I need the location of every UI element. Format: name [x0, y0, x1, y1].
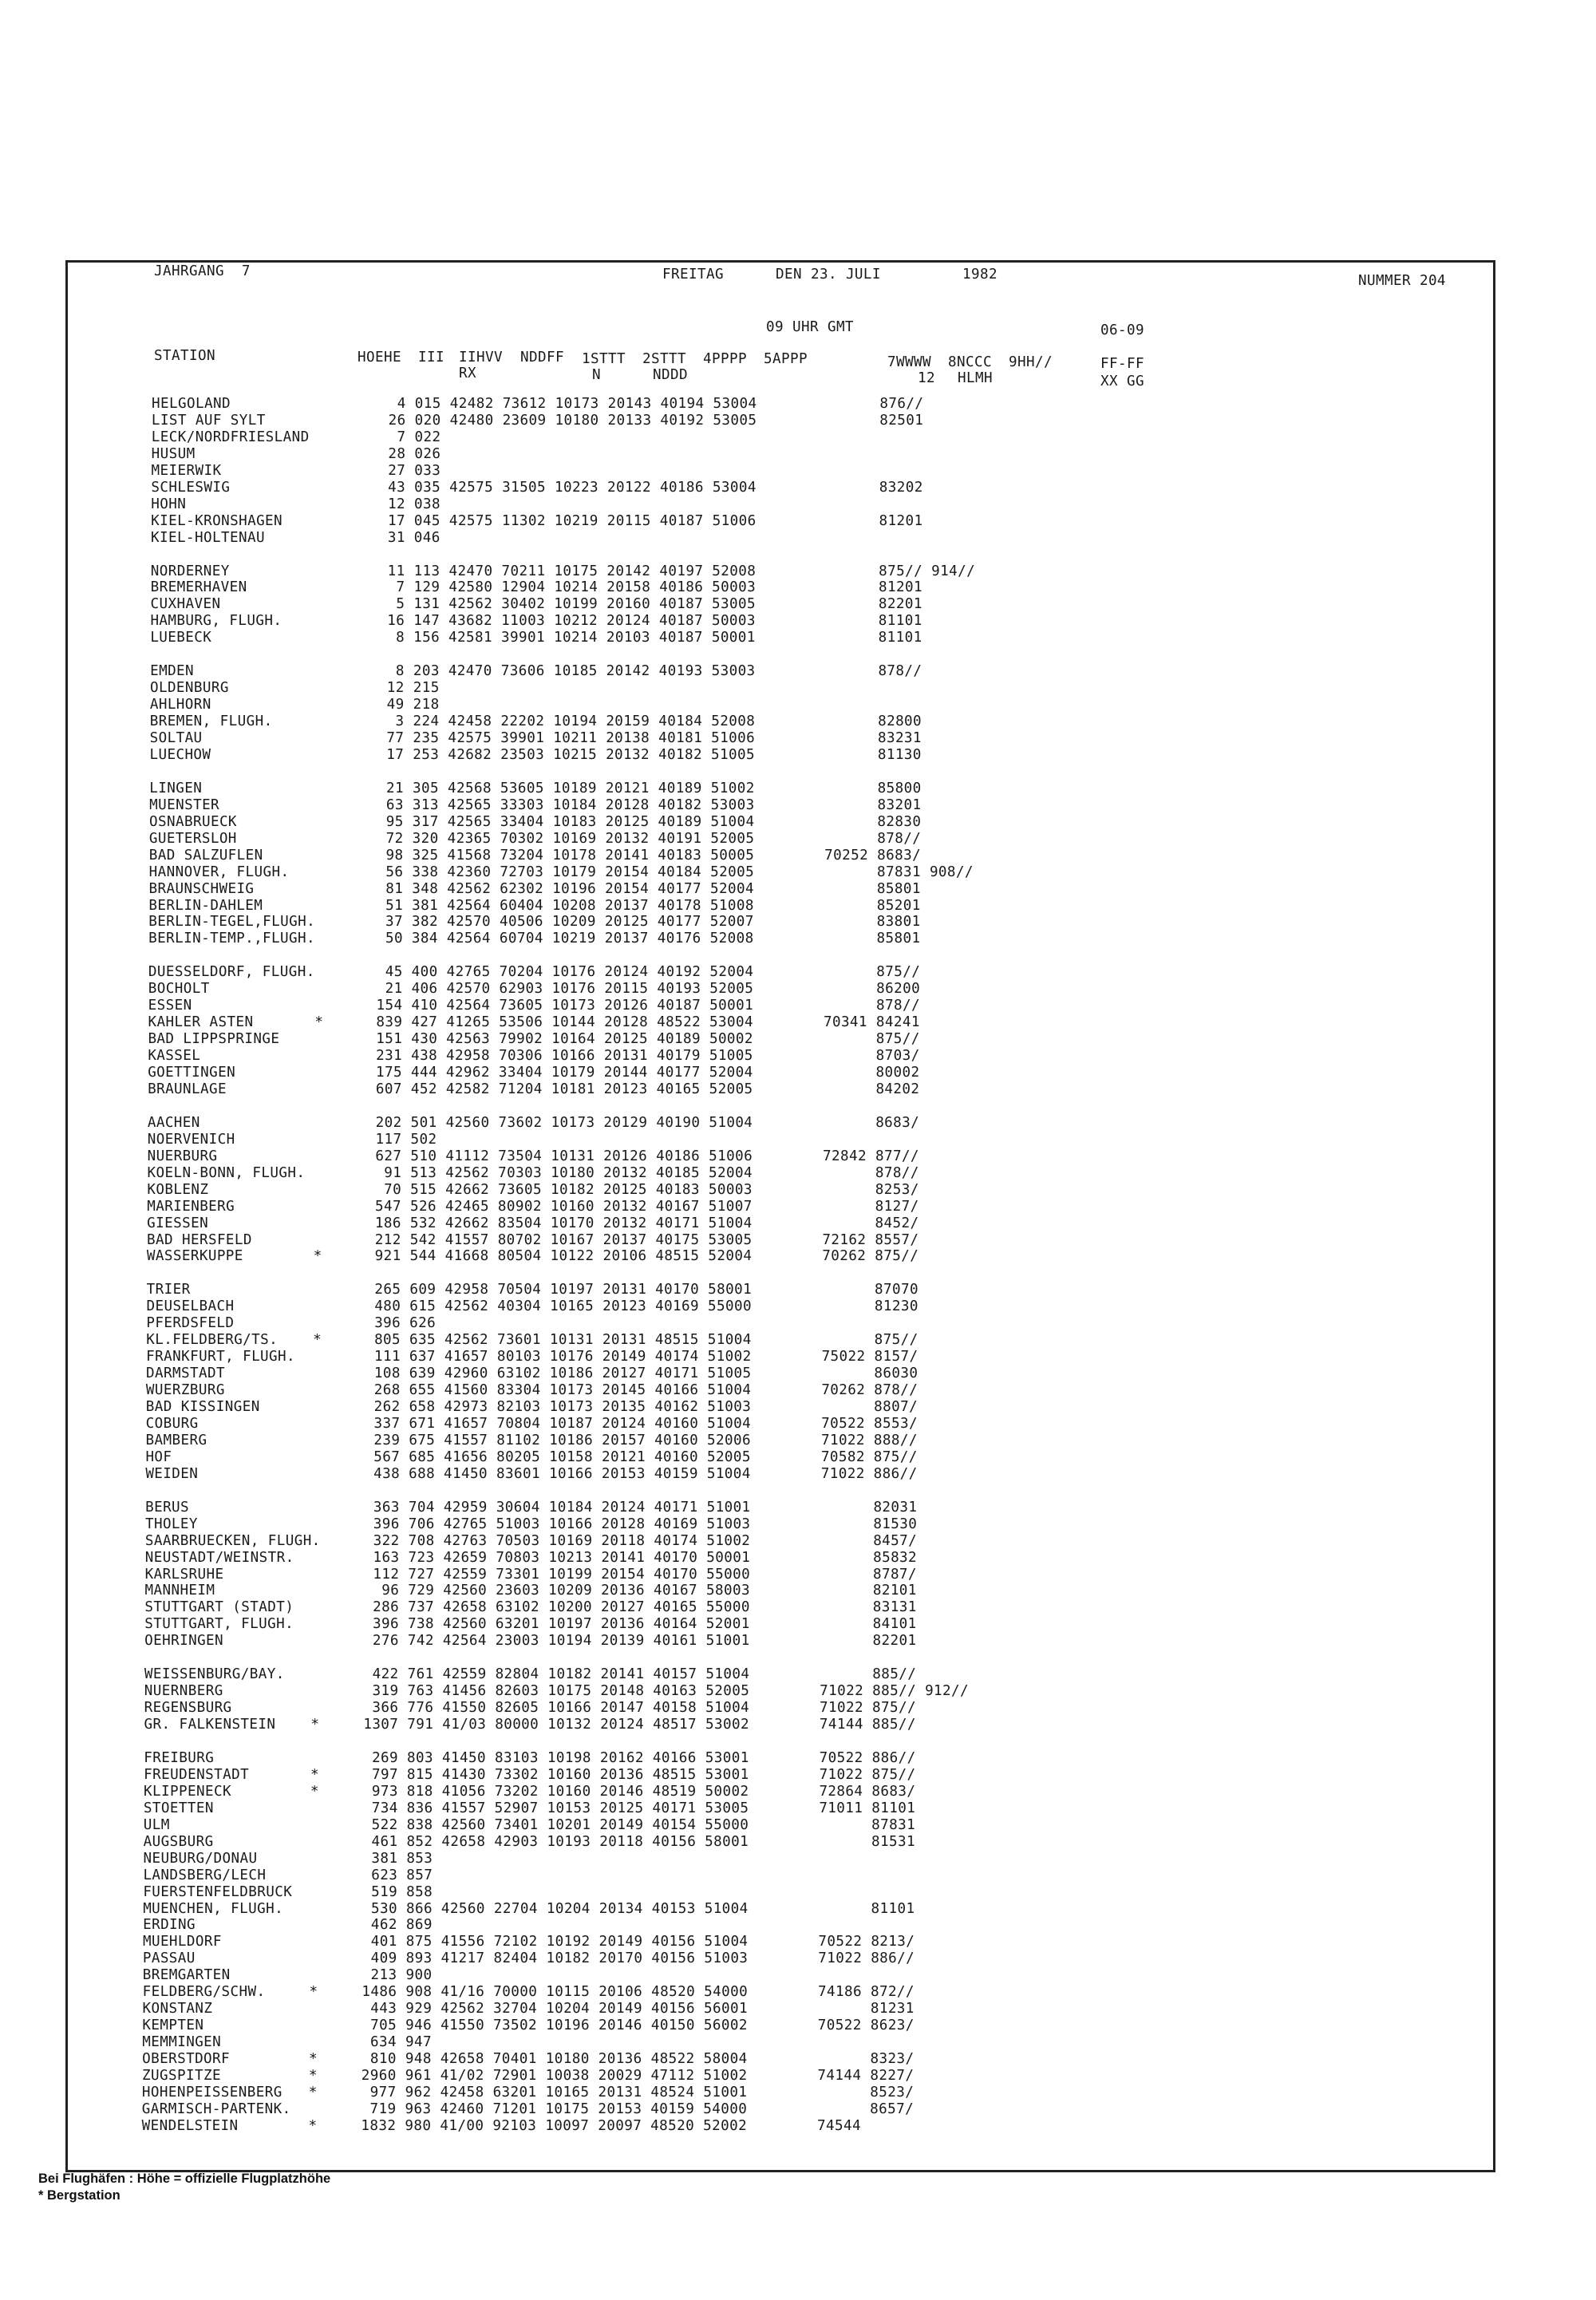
station-row: KOBLENZ 70 515 42662 73605 10182 20125 40183 50003 8253/ — [147, 1181, 919, 1198]
station-row: SCHLESWIG 43 035 42575 31505 10223 20122 40186 53004 83202 — [151, 479, 923, 496]
station-row: OEHRINGEN 276 742 42564 23003 10194 20139 40161 51001 82201 — [144, 1633, 917, 1650]
col-n: N — [592, 367, 601, 383]
col-hlmh: HLMH — [958, 370, 993, 386]
station-row: MUENCHEN, FLUGH. 530 866 42560 22704 10204 20134 40153 51004 81101 — [143, 1900, 915, 1917]
col-nddd: NDDD — [653, 367, 688, 383]
station-row: LANDSBERG/LECH 623 857 — [143, 1867, 433, 1883]
station-row: AACHEN 202 501 42560 73602 10173 20129 40190 51004 8683/ — [147, 1114, 920, 1131]
station-row: NORDERNEY 11 113 42470 70211 10175 20142 40197 52008 875// 914// — [150, 563, 976, 579]
station-row: KLIPPENECK * 973 818 41056 73202 10160 20146 48519 50002 72864 8683/ — [144, 1783, 916, 1800]
col-2sttt: 2STTT — [642, 351, 686, 367]
station-row: HOF 567 685 41656 80205 10158 20121 40160 52005 70582 875// — [145, 1448, 918, 1465]
col-9hh: 9HH// — [1009, 354, 1053, 370]
station-row: PASSAU 409 893 41217 82404 10182 20170 40156 51003 71022 886// — [142, 1950, 915, 1967]
col-1sttt: 1STTT — [582, 351, 626, 367]
station-row: BERUS 363 704 42959 30604 10184 20124 40171 51001 82031 — [145, 1499, 918, 1516]
day-label: FREITAG — [662, 267, 724, 283]
station-row: NEUSTADT/WEINSTR. 163 723 42659 70803 10213 20141 40170 50001 85832 — [144, 1549, 918, 1566]
station-row: HOHN 12 038 — [151, 496, 441, 512]
station-row: FRANKFURT, FLUGH. 111 637 41657 80103 10176 20149 40174 51002 75022 8157/ — [146, 1349, 918, 1365]
station-row: FELDBERG/SCHW. * 1486 908 41/16 70000 10115 20106 48520 54000 74186 872// — [142, 1984, 915, 2001]
station-row: FUERSTENFELDBRUCK 519 858 — [143, 1883, 433, 1900]
station-row: BREMGARTEN 213 900 — [142, 1967, 433, 1984]
col-iii: III — [418, 350, 444, 366]
col-5appp: 5APPP — [764, 351, 808, 367]
station-row: BREMEN, FLUGH. 3 224 42458 22202 10194 20159 40184 52008 82800 — [149, 713, 922, 730]
station-row: ULM 522 838 42560 73401 10201 20149 40154 55000 87831 — [143, 1816, 916, 1833]
station-row: HELGOLAND 4 015 42482 73612 10173 20143 40194 53004 876// — [152, 396, 924, 412]
col-4pppp: 4PPPP — [703, 351, 747, 367]
col-nddff: NDDFF — [520, 350, 564, 366]
station-row: HAMBURG, FLUGH. 16 147 43682 11003 10212 20124 40187 50003 81101 — [150, 613, 922, 630]
station-row: GARMISCH-PARTENK. 719 963 42460 71201 10175 20153 40159 54000 8657/ — [141, 2100, 915, 2117]
station-row: FREIBURG 269 803 41450 83103 10198 20162 40166 53001 70522 886// — [144, 1749, 916, 1766]
station-row: KASSEL 231 438 42958 70306 10166 20131 40179 51005 8703/ — [148, 1048, 920, 1065]
station-row: MEIERWIK 27 033 — [151, 462, 441, 479]
station-row: ZUGSPITZE * 2960 961 41/02 72901 10038 20029 47112 51002 74144 8227/ — [142, 2068, 915, 2084]
station-row: ESSEN 154 410 42564 73605 10173 20126 40187 50001 878// — [148, 998, 920, 1014]
station-row: LUECHOW 17 253 42682 23503 10215 20132 40182 51005 81130 — [149, 746, 922, 763]
station-row: LINGEN 21 305 42568 53605 10189 20121 40189 51002 85800 — [149, 780, 922, 796]
station-row: MANNHEIM 96 729 42560 23603 10209 20136 40167 58003 82101 — [144, 1583, 917, 1599]
station-row: NEUBURG/DONAU 381 853 — [143, 1850, 433, 1867]
station-row: WEIDEN 438 688 41450 83601 10166 20153 40159 51004 71022 886// — [145, 1465, 918, 1482]
station-row: WUERZBURG 268 655 41560 83304 10173 20145 40166 51004 70262 878// — [145, 1382, 918, 1399]
station-row: ERDING 462 869 — [143, 1917, 433, 1934]
station-row: FREUDENSTADT * 797 815 41430 73302 10160 20136 48515 53001 71022 875// — [144, 1766, 916, 1783]
station-row: BRAUNLAGE 607 452 42582 71204 10181 20123 40165 52005 84202 — [148, 1081, 920, 1097]
station-row: KL.FELDBERG/TS. * 805 635 42562 73601 10131 20131 48515 51004 875// — [146, 1332, 918, 1349]
period-label: 06-09 — [1100, 322, 1144, 338]
station-row: NUERBURG 627 510 41112 73504 10131 20126 40186 51006 72842 877// — [147, 1148, 919, 1164]
footnote — [38, 2171, 330, 2204]
station-row: NUERNBERG 319 763 41456 82603 10175 20148 40163 52005 71022 885// 912// — [144, 1683, 970, 1700]
station-row: WENDELSTEIN * 1832 980 41/00 92103 10097 20097 48520 52002 74544 — [141, 2117, 861, 2134]
station-row: LIST AUF SYLT 26 020 42480 23609 10180 20133 40192 53005 82501 — [151, 412, 924, 429]
station-row: DARMSTADT 108 639 42960 63102 10186 20127 40171 51005 86030 — [146, 1365, 918, 1382]
col-7wwww: 7WWWW — [887, 354, 931, 370]
station-row: KEMPTEN 705 946 41550 73502 10196 20146 40150 56002 70522 8623/ — [142, 2017, 915, 2034]
footnote-mountain-note: * Bergstation — [38, 2188, 120, 2203]
jahrgang-label: JAHRGANG 7 — [154, 263, 251, 279]
station-row: TRIER 265 609 42958 70504 10197 20131 40170 58001 87070 — [146, 1282, 918, 1298]
station-row: KIEL-HOLTENAU 31 046 — [151, 529, 440, 546]
station-row: CUXHAVEN 5 131 42562 30402 10199 20160 40187 53005 82201 — [150, 596, 922, 613]
station-row: STOETTEN 734 836 41557 52907 10153 20125 40171 53005 71011 81101 — [143, 1800, 916, 1816]
station-row: NOERVENICH 117 502 — [147, 1131, 437, 1148]
station-row: BERLIN-TEGEL,FLUGH. 37 382 42570 40506 10209 20125 40177 52007 83801 — [148, 914, 921, 931]
station-row: LUEBECK 8 156 42581 39901 10214 20103 40187 50001 81101 — [150, 630, 922, 646]
station-row: OLDENBURG 12 215 — [149, 680, 440, 697]
col-hoehe: HOEHE — [358, 350, 401, 366]
station-row: STUTTGART, FLUGH. 396 738 42560 63201 10197 20136 40164 52001 84101 — [144, 1616, 917, 1633]
station-row: DEUSELBACH 480 615 42562 40304 10165 20123 40169 55000 81230 — [146, 1298, 918, 1315]
station-row: GIESSEN 186 532 42662 83504 10170 20132 40171 51004 8452/ — [147, 1215, 919, 1231]
col-rx: RX — [459, 366, 476, 381]
issue-number: NUMMER 204 — [1358, 273, 1446, 289]
station-row: KONSTANZ 443 929 42562 32704 10204 20149 40156 56001 81231 — [142, 2001, 915, 2017]
station-row: COBURG 337 671 41657 70804 10187 20124 40160 51004 70522 8553/ — [145, 1415, 918, 1432]
station-row: OSNABRUECK 95 317 42565 33404 10183 20125 40189 51004 82830 — [149, 813, 922, 830]
station-row: LECK/NORDFRIESLAND 7 022 — [151, 429, 441, 445]
col-xx-gg: XX GG — [1100, 373, 1144, 389]
station-row: GR. FALKENSTEIN * 1307 791 41/03 80000 10132 20124 48517 53002 74144 885// — [144, 1717, 916, 1733]
station-row: AUGSBURG 461 852 42658 42903 10193 20118 40156 58001 81531 — [143, 1833, 915, 1850]
station-row: BOCHOLT 21 406 42570 62903 10176 20115 40193 52005 86200 — [148, 981, 921, 998]
station-row: BERLIN-DAHLEM 51 381 42564 60404 10208 20137 40178 51008 85201 — [148, 897, 921, 914]
station-row: BREMERHAVEN 7 129 42580 12904 10214 20158 40186 50003 81201 — [150, 579, 922, 596]
station-row: MARIENBERG 547 526 42465 80902 10160 20132 40167 51007 8127/ — [147, 1198, 919, 1215]
station-row: SAARBRUECKEN, FLUGH. 322 708 42763 70503 10169 20118 40174 51002 8457/ — [144, 1532, 918, 1549]
station-row: MUENSTER 63 313 42565 33303 10184 20128 40182 53003 83201 — [149, 796, 922, 813]
station-row: SOLTAU 77 235 42575 39901 10211 20138 40181 51006 83231 — [149, 730, 922, 746]
station-row: OBERSTDORF * 810 948 42658 70401 10180 20136 48522 58004 8323/ — [142, 2051, 915, 2068]
station-row: GOETTINGEN 175 444 42962 33404 10179 20144 40177 52004 80002 — [148, 1065, 920, 1081]
station-row: KIEL-KRONSHAGEN 17 045 42575 11302 10219 20115 40187 51006 81201 — [151, 512, 923, 529]
station-row: PFERDSFELD 396 626 — [146, 1315, 437, 1332]
station-row: BAD LIPPSPRINGE 151 430 42563 79902 10164 20125 40189 50002 875// — [148, 1031, 920, 1048]
station-row: STUTTGART (STADT) 286 737 42658 63102 10200 20127 40165 55000 83131 — [144, 1599, 917, 1616]
col-ff-ff: FF-FF — [1100, 356, 1144, 372]
station-row: KAHLER ASTEN * 839 427 41265 53506 10144 20128 48522 53004 70341 84241 — [148, 1014, 920, 1031]
observation-time: 09 UHR GMT — [766, 319, 854, 335]
station-row: BAD HERSFELD 212 542 41557 80702 10167 20137 40175 53005 72162 8557/ — [147, 1231, 919, 1248]
station-row: WEISSENBURG/BAY. 422 761 42559 82804 10182 20141 40157 51004 885// — [144, 1666, 917, 1683]
col-station: STATION — [154, 348, 215, 364]
station-row: KOELN-BONN, FLUGH. 91 513 42562 70303 10180 20132 40185 52004 878// — [147, 1164, 919, 1181]
station-row: BAD SALZUFLEN 98 325 41568 73204 10178 20141 40183 50005 70252 8683/ — [148, 847, 922, 863]
col-iihvv: IIHVV — [459, 350, 503, 366]
station-row: BAD KISSINGEN 262 658 42973 82103 10173 20135 40162 51003 8807/ — [145, 1399, 918, 1415]
col-12: 12 — [918, 370, 935, 386]
station-row: WASSERKUPPE * 921 544 41668 80504 10122 20106 48515 52004 70262 875// — [146, 1248, 919, 1265]
year-label: 1982 — [962, 267, 998, 283]
date-label: DEN 23. JULI — [776, 267, 881, 283]
station-row: GUETERSLOH 72 320 42365 70302 10169 20132 40191 52005 878// — [148, 830, 922, 847]
station-row: MEMMINGEN 634 947 — [142, 2034, 432, 2051]
station-row: THOLEY 396 706 42765 51003 10166 20128 40169 51003 81530 — [144, 1516, 918, 1532]
station-row: EMDEN 8 203 42470 73606 10185 20142 40193 53003 878// — [150, 663, 922, 680]
station-row: BAMBERG 239 675 41557 81102 10186 20157 40160 52006 71022 888// — [145, 1432, 918, 1448]
station-row: REGENSBURG 366 776 41550 82605 10166 20147 40158 51004 71022 875// — [144, 1700, 916, 1717]
col-8nccc: 8NCCC — [948, 354, 992, 370]
station-row: AHLHORN 49 218 — [149, 697, 440, 713]
station-row: DUESSELDORF, FLUGH. 45 400 42765 70204 10176 20124 40192 52004 875// — [148, 964, 921, 981]
station-row: MUEHLDORF 401 875 41556 72102 10192 20149 40156 51004 70522 8213/ — [142, 1934, 915, 1950]
station-row: BERLIN-TEMP.,FLUGH. 50 384 42564 60704 10219 20137 40176 52008 85801 — [148, 931, 921, 947]
station-row: BRAUNSCHWEIG 81 348 42562 62302 10196 20154 40177 52004 85801 — [148, 880, 921, 897]
station-row: KARLSRUHE 112 727 42559 73301 10199 20154 40170 55000 8787/ — [144, 1566, 917, 1583]
station-row: HOHENPEISSENBERG * 977 962 42458 63201 10165 20131 48524 51001 8523/ — [141, 2084, 915, 2100]
station-row: HANNOVER, FLUGH. 56 338 42360 72703 10179 20154 40184 52005 87831 908// — [148, 863, 974, 880]
footnote-airport-note: Bei Flughäfen : Höhe = offizielle Flugplatzhöhe — [38, 2172, 331, 2186]
station-row: HUSUM 28 026 — [151, 445, 441, 462]
